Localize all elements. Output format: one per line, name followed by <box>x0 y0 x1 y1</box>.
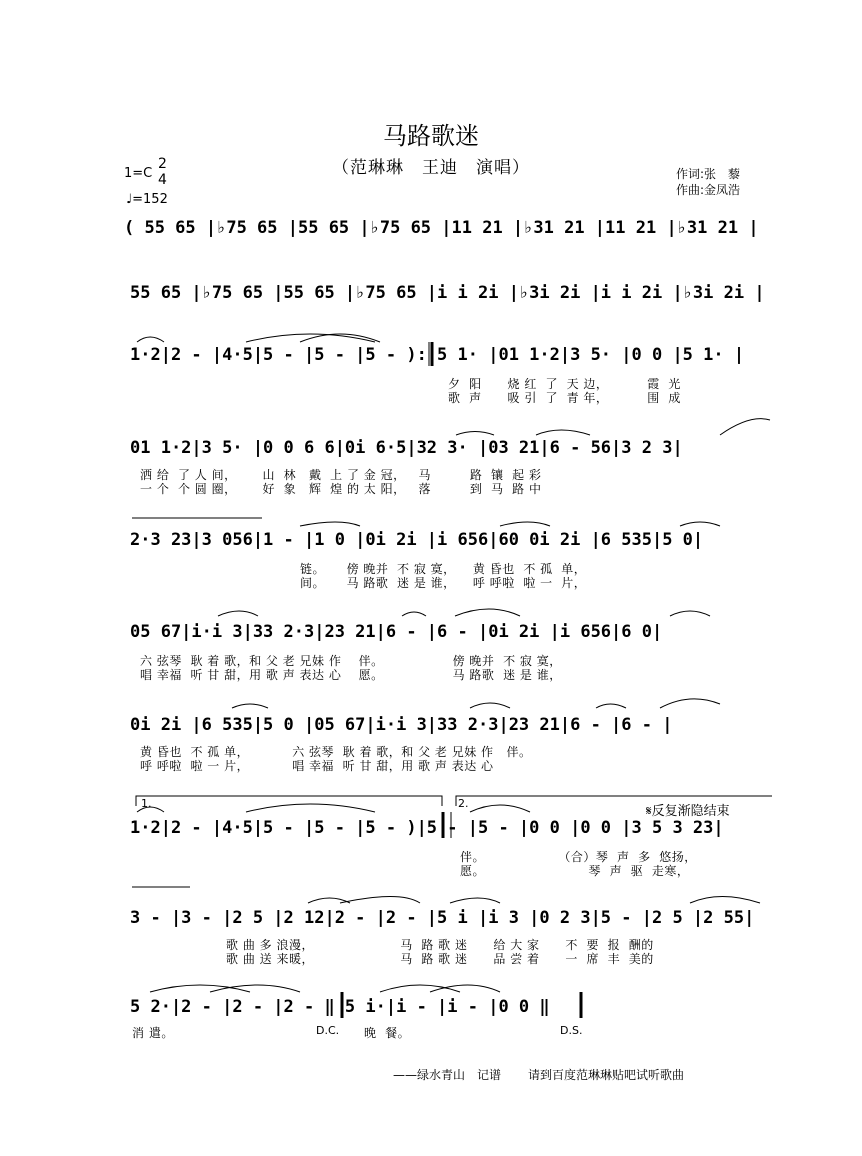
slur <box>430 985 500 992</box>
lyrics-line-3-verse-1: 夕 阳 烧 红 了 天 边， 霞 光 <box>448 377 681 391</box>
slur <box>500 522 550 526</box>
lyrics-line-10-part-2: 晚 餐。 <box>364 1026 411 1040</box>
slur <box>218 611 258 616</box>
quarter-note-icon: ♩ <box>126 192 133 207</box>
slur <box>300 522 360 526</box>
score-line-3: 1·2|2 - |4·5|5 - |5 - |5 - ):|5 1· |01 1·2|3 5· |0 0 |5 1· | <box>130 345 745 365</box>
slur <box>402 612 426 616</box>
score-line-2: 55 65 |♭75 65 |55 65 |♭75 65 |i i 2i |♭3i 2i |i i 2i |♭3i 2i | <box>130 283 765 303</box>
lyrics-line-5-verse-1: 链。 傍 晚并 不 寂 寞， 黄 昏也 不 孤 单， <box>300 562 587 576</box>
lyrics-line-6-verse-1: 六 弦琴 耿 着 歌，和 父 老 兄妹 作 伴。 傍 晚并 不 寂 寞， <box>140 654 562 668</box>
slur <box>536 430 590 435</box>
slur <box>470 703 510 708</box>
performer-line: （范琳琳 王迪 演唱） <box>332 158 530 178</box>
score-line-5: 2·3 23|3 056|1 - |1 0 |0i 2i |i 656|60 0i 2i |6 535|5 0| <box>130 530 704 550</box>
slur <box>380 985 460 992</box>
slur <box>690 897 760 904</box>
score-line-10: 5 2·|2 - |2 - |2 - ‖ 5 i·|i - |i - |0 0 ‖ <box>130 997 550 1017</box>
slur <box>137 337 164 342</box>
lyrics-line-3-verse-2: 歌 声 吸 引 了 青 年， 围 成 <box>448 391 681 405</box>
volta-2-label: 2. <box>458 797 469 810</box>
score-line-1: ( 55 65 |♭75 65 |55 65 |♭75 65 |11 21 |♭31 21 |11 21 |♭31 21 | <box>124 218 759 238</box>
slur <box>340 897 420 904</box>
slur <box>670 611 710 616</box>
slur <box>450 898 500 903</box>
time-signature-bottom: 4 <box>158 172 167 188</box>
slur <box>660 699 720 708</box>
lyrics-line-10-part-1: 消 遣。 <box>132 1026 174 1040</box>
score-line-6: 05 67|i·i 3|33 2·3|23 21|6 - |6 - |0i 2i |i 656|6 0| <box>130 622 663 642</box>
score-line-7: 0i 2i |6 535|5 0 |05 67|i·i 3|33 2·3|23 21|6 - |6 - | <box>130 715 673 735</box>
slur <box>720 419 770 435</box>
song-title: 马路歌迷 <box>383 122 479 150</box>
score-line-9: 3 - |3 - |2 5 |2 12|2 - |2 - |5 i |i 3 |0 2 3|5 - |2 5 |2 55| <box>130 908 755 928</box>
time-signature-top: 2 <box>158 156 167 172</box>
lyrics-line-9-verse-2: 歌 曲 送 来暖， 马 路 歌 迷 品 尝 着 一 席 丰 美的 <box>226 952 654 966</box>
volta-1-label: 1. <box>141 797 152 810</box>
segno-icon: 𝄋 <box>646 804 652 819</box>
key-signature: 1=C <box>124 166 153 181</box>
ds-marking: D.S. <box>560 1024 583 1037</box>
lyrics-line-4-verse-1: 洒 给 了 人 间， 山 林 戴 上 了 金 冠， 马 路 镶 起 彩 <box>140 468 542 482</box>
slur <box>150 985 250 992</box>
slur <box>455 609 520 616</box>
slur <box>137 807 164 812</box>
lyrics-line-7-verse-2: 呼 呼啦 啦 一 片， 唱 幸福 听 甘 甜，用 歌 声 表达 心 <box>140 759 494 773</box>
composer-credit: 作曲:金凤浩 <box>676 183 741 197</box>
tempo-value: =152 <box>132 192 168 207</box>
slur <box>456 432 494 436</box>
lyrics-line-4-verse-2: 一 个 个 圆 圈， 好 象 辉 煌 的 太 阳， 落 到 马 路 中 <box>140 482 542 496</box>
lyrics-line-8-verse-2: 愿。 琴 声 驱 走寒， <box>460 864 690 878</box>
lyrics-line-5-verse-2: 间。 马 路歌 迷 是 谁， 呼 呼啦 啦 一 片， <box>300 576 587 590</box>
dc-marking: D.C. <box>316 1024 340 1037</box>
slur <box>470 805 530 812</box>
fade-ending-instruction: 反复渐隐结束 <box>651 804 730 819</box>
transcriber-credit: ——绿水青山 记谱 <box>393 1068 502 1082</box>
lyrics-line-7-verse-1: 黄 昏也 不 孤 单， 六 弦琴 耿 着 歌，和 父 老 兄妹 作 伴。 <box>140 745 532 759</box>
score-line-8: 1·2|2 - |4·5|5 - |5 - |5 - )|5 - |5 - |0 0 |0 0 |3 5 3 23| <box>130 818 724 838</box>
slur <box>680 522 720 526</box>
score-line-4: 01 1·2|3 5· |0 0 6 6|0i 6·5|32 3· |03 21|6 - 56|3 2 3| <box>130 438 683 458</box>
volta-2-bracket <box>456 796 772 806</box>
slur <box>232 704 268 708</box>
lyrics-line-6-verse-2: 唱 幸福 听 甘 甜，用 歌 声 表达 心 愿。 马 路歌 迷 是 谁， <box>140 668 562 682</box>
lyrics-line-9-verse-1: 歌 曲 多 浪漫， 马 路 歌 迷 给 大 家 不 要 报 酬的 <box>226 938 654 952</box>
slur <box>246 804 375 812</box>
lyrics-line-8-verse-1: 伴。 （合）琴 声 多 悠扬， <box>460 850 697 864</box>
lyricist-credit: 作词:张 藜 <box>676 167 741 181</box>
slur <box>596 704 626 708</box>
listen-note: 请到百度范琳琳贴吧试听歌曲 <box>528 1068 685 1082</box>
